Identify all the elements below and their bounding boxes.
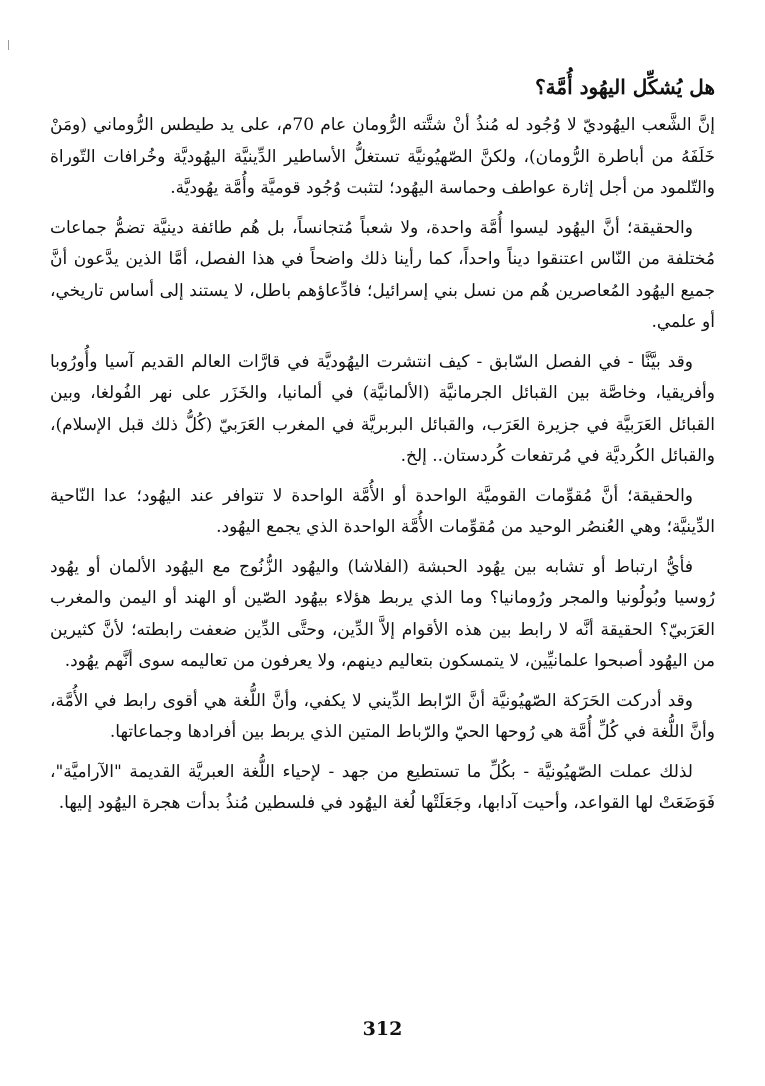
document-page bbox=[50, 70, 715, 828]
section-heading: هل يُشكِّل اليهُود أُمَّة؟ bbox=[535, 75, 715, 99]
paragraph-5: فأيُّ ارتباط أو تشابه بين يهُود الحبشة (الفلاشا) واليهُود الزُّنُوج مع اليهُود الألمان أو يهُود رُوسيا وبُولُونيا والمجر ورُومانيا؟ وما الذي يربط هؤلاء بيهُود الصّين أو الهند أو اليمن والمغرب العَرَبيّ؟ الحقيقة أنَّه لا رابط بين هذه الأقوام إلاَّ الدِّين، وحتَّى الدِّين ضعفت رابطته؛ لأنَّ كثيرين من اليهُود أصبحوا علمانيِّين، لا يتمسكون بتعاليم دينهم، ولا يعرفون من تعاليمه سوى أنَّهم يهُود. bbox=[50, 556, 715, 671]
paragraph-3: وقد بيَّنَّا - في الفصل السّابق - كيف انتشرت اليهُوديَّة في قارَّات العالم القديم آسيا وأُورُوبا وأفريقيا، وخاصَّة بين القبائل الجرمانيَّة (الألمانيَّة) في ألمانيا، والخَزَر على نهر الفُولغا، وبين القبائل العَرَبيَّة في جزيرة العَرَب، والقبائل البربريَّة في المغرب العَرَبيّ (كُلُّ ذلك قبل الإسلام)، والقبائل الكُرديَّة في مُرتفعات كُردستان.. إلخ. bbox=[50, 351, 715, 466]
paragraph-2: والحقيقة؛ أنَّ اليهُود ليسوا أُمَّة واحدة، ولا شعباً مُتجانساً، بل هُم طائفة دينيَّة تضمُّ جماعات مُختلفة من النّاس اعتنقوا ديناً واحداً، كما رأينا ذلك واضحاً في هذا الفصل، أمَّا الذين يدَّعون أنَّ جميع اليهُود المُعاصرين هُم من نسل بني إسرائيل؛ فادِّعاؤهم باطل، لا يستند إلى أساس تاريخي، أو علمي. bbox=[50, 217, 715, 332]
page-number: 312 bbox=[362, 1018, 403, 1040]
paragraph-4: والحقيقة؛ أنَّ مُقوِّمات القوميَّة الواحدة أو الأُمَّة الواحدة لا تتوافر عند اليهُود؛ عدا النّاحية الدِّينيَّة؛ وهي العُنصُر الوحيد من مُقوِّمات الأُمَّة الواحدة الذي يجمع اليهُود. bbox=[50, 485, 715, 537]
paragraph-1: إنَّ الشَّعب اليهُوديّ لا وُجُود له مُنذُ أنْ شتَّته الرُّومان عام 70م، على يد طيطس الرُّوماني (ومَنْ خَلَفَهُ من أباطرة الرُّومان)، ولكنَّ الصّهيُونيَّة تستغلُّ الأساطير الدِّينيَّة اليهُوديَّة وخُرافات التّوراة والتّلمود من أجل إثارة عواطف وحماسة اليهُود؛ لتثبت وُجُود قوميَّة وأُمَّة يهُوديَّة. bbox=[50, 115, 715, 198]
scan-corner-mark bbox=[8, 40, 9, 50]
paragraph-6: وقد أدركت الحَرَكة الصّهيُونيَّة أنَّ الرّابط الدِّيني لا يكفي، وأنَّ اللُّغة هي أقوى رابط في الأُمَّة، وأنَّ اللُّغة في كُلِّ أُمَّة هي رُوحها الحيّ والرّباط المتين الذي يربط بين أفرادها وجماعاتها. bbox=[50, 690, 715, 742]
paragraph-7: لذلك عملت الصّهيُونيَّة - بكُلِّ ما تستطيع من جهد - لإحياء اللُّغة العبريَّة القديمة "الآراميَّة"، فَوَضَعَتْ لها القواعد، وأحيت آدابها، وجَعَلَتْها لُغة اليهُود في فلسطين مُنذُ بدأت هجرة اليهُود إليها. bbox=[50, 761, 715, 813]
